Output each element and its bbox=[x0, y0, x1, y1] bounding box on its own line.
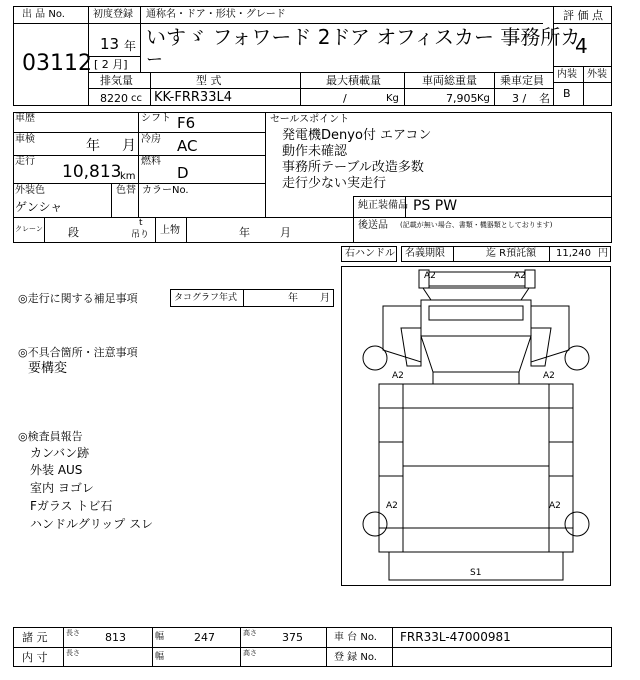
mileage-unit: km bbox=[120, 171, 136, 182]
registration-label: 登 録 No. bbox=[334, 652, 377, 663]
capacity-value: 3 / bbox=[512, 92, 527, 105]
damage-mark-left-door: A2 bbox=[392, 371, 404, 381]
grade-label: 評 価 点 bbox=[563, 9, 603, 22]
model-label: 型 式 bbox=[196, 74, 222, 87]
handle-value: 右ハンドル bbox=[345, 248, 395, 259]
crane-stage: 段 bbox=[68, 226, 79, 239]
inspection-year-unit: 年 bbox=[86, 138, 100, 154]
interior-size-label: 内 寸 bbox=[22, 651, 48, 664]
capacity-unit: 名 bbox=[539, 92, 550, 105]
inspector-line: ハンドルグリップ スレ bbox=[30, 517, 154, 531]
ac-value: AC bbox=[177, 137, 198, 155]
damage-mark-rear-right: A2 bbox=[549, 501, 561, 511]
exterior-color-label: 外装色 bbox=[15, 185, 45, 196]
equipment-label: 純正装備品 bbox=[358, 200, 408, 211]
first-reg-year-unit: 年 bbox=[124, 39, 137, 53]
grade-value: 4 bbox=[575, 34, 588, 58]
exterior-color-value: ゲンシャ bbox=[15, 200, 63, 214]
length-value: 813 bbox=[105, 631, 126, 644]
tacho-label: タコグラフ年式 bbox=[174, 293, 238, 303]
crane-t: t bbox=[139, 218, 143, 228]
first-reg-year: 13 bbox=[100, 35, 120, 53]
gross-weight-label: 車両総重量 bbox=[422, 74, 477, 87]
shift-value: F6 bbox=[177, 114, 196, 132]
interior-length-label: 長さ bbox=[66, 649, 80, 657]
mileage-value: 10,813 bbox=[62, 162, 122, 182]
lot-label: 出 品 No. bbox=[22, 9, 65, 20]
defects-label: ◎不具合箇所・注意事項 bbox=[18, 346, 138, 359]
max-load-unit: Kg bbox=[386, 93, 399, 104]
shift-label: シフト bbox=[141, 113, 171, 124]
tacho-month: 月 bbox=[320, 293, 330, 304]
recycle-value: 11,240 bbox=[556, 248, 591, 259]
color-change-label: 色替 bbox=[116, 185, 136, 196]
specs-label: 諸 元 bbox=[22, 631, 48, 644]
sales-point-line: 動作未確認 bbox=[282, 144, 348, 159]
height-label: 高さ bbox=[243, 629, 257, 637]
displacement-value: 8220 bbox=[100, 92, 128, 105]
damage-mark-front-right: A2 bbox=[514, 271, 526, 281]
interior-grade-label: 内装 bbox=[557, 69, 577, 80]
chassis-value: FRR33L-47000981 bbox=[400, 630, 511, 644]
displacement-label: 排気量 bbox=[100, 74, 133, 87]
sales-point-line: 走行少ない実走行 bbox=[282, 176, 387, 191]
chassis-label: 車 台 No. bbox=[334, 632, 377, 643]
width-label: 幅 bbox=[155, 632, 165, 642]
length-label: 長さ bbox=[66, 629, 80, 637]
interior-grade-value: B bbox=[563, 87, 571, 100]
car-name-cont: ー bbox=[146, 50, 163, 70]
loading-month: 月 bbox=[280, 226, 291, 239]
gross-weight-unit: Kg bbox=[477, 93, 490, 104]
inspector-label: ◎検査員報告 bbox=[18, 430, 83, 443]
color-no-label: カラーNo. bbox=[142, 185, 189, 196]
damage-mark-rear: S1 bbox=[470, 568, 482, 578]
ac-label: 冷房 bbox=[141, 134, 161, 145]
displacement-unit: cc bbox=[131, 93, 142, 104]
sales-point-line: 事務所テーブル改造多数 bbox=[282, 160, 424, 175]
inspector-line: Fガラス トビ石 bbox=[30, 499, 113, 513]
model-value: KK-FRR33L4 bbox=[154, 90, 232, 105]
sales-point-line: 発電機Denyo付 エアコン bbox=[282, 128, 432, 143]
max-load-value: / bbox=[343, 92, 347, 105]
sales-points-label: セールスポイント bbox=[270, 114, 350, 125]
first-reg-label: 初度登録 bbox=[93, 9, 133, 20]
damage-mark-rear-left: A2 bbox=[386, 501, 398, 511]
history-label: 車歴 bbox=[15, 113, 35, 124]
interior-height-label: 高さ bbox=[243, 649, 257, 657]
max-load-label: 最大積載量 bbox=[326, 74, 381, 87]
aftermarket-label: 後送品 bbox=[358, 220, 388, 231]
recycle-label: 迄 R預託額 bbox=[486, 248, 537, 259]
lot-number: 03112 bbox=[22, 51, 92, 76]
crane-hang: 吊り bbox=[131, 230, 150, 240]
crane-label: クレーン bbox=[15, 225, 43, 233]
interior-width-label: 幅 bbox=[155, 652, 165, 662]
capacity-label: 乗車定員 bbox=[500, 74, 544, 87]
damage-mark-front-left: A2 bbox=[424, 271, 436, 281]
mileage-label: 走行 bbox=[15, 156, 35, 167]
inspection-month-unit: 月 bbox=[122, 138, 136, 154]
inspector-line: 外装 AUS bbox=[30, 463, 83, 477]
inspector-line: 室内 ヨゴレ bbox=[30, 481, 94, 495]
equipment-value: PS PW bbox=[413, 198, 458, 214]
inspection-label: 車検 bbox=[15, 134, 35, 145]
fuel-value: D bbox=[177, 164, 189, 182]
damage-mark-right-door: A2 bbox=[543, 371, 555, 381]
fuel-label: 燃料 bbox=[141, 156, 161, 167]
driving-remarks-label: ◎走行に関する補足事項 bbox=[18, 292, 138, 305]
car-name: いすゞ フォワード 2ドア オフィスカー 事務所カ bbox=[146, 25, 581, 49]
loading-year: 年 bbox=[239, 226, 250, 239]
truck-diagram bbox=[341, 266, 611, 586]
tacho-year: 年 bbox=[288, 293, 298, 304]
exterior-grade-label: 外装 bbox=[587, 69, 607, 80]
height-value: 375 bbox=[282, 631, 303, 644]
inspector-line: カンバン跡 bbox=[30, 446, 90, 460]
first-reg-month: [ 2 月] bbox=[94, 58, 128, 71]
car-name-label: 通称名・ドア・形状・グレード bbox=[146, 9, 286, 20]
aftermarket-note: (記載が無い場合、書類・機器類としております) bbox=[400, 221, 553, 229]
width-value: 247 bbox=[194, 631, 215, 644]
gross-weight-value: 7,905 bbox=[446, 92, 478, 105]
defect-line: 要構変 bbox=[28, 361, 68, 376]
recycle-unit: 円 bbox=[598, 248, 608, 259]
loading-label: 上物 bbox=[160, 225, 180, 236]
name-change-label: 名義期限 bbox=[405, 248, 445, 259]
